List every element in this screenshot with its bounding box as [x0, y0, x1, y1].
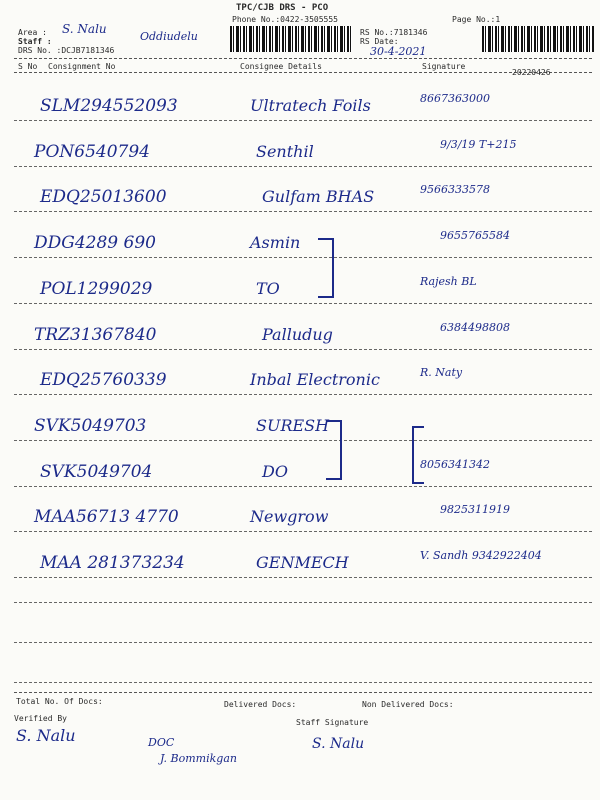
signature-note: Rajesh BL [420, 275, 477, 288]
row-divider [14, 531, 592, 532]
bracket-mark [412, 426, 424, 484]
signature-note: V. Sandh 9342922404 [420, 549, 542, 562]
column-consignment: Consignment No [48, 62, 116, 71]
consignee-name: SURESH [256, 416, 330, 435]
blank-line [14, 682, 592, 683]
consignee-name: Senthil [256, 142, 314, 161]
row-divider [14, 303, 592, 304]
drs-number: DRS No. :DCJB7181346 [18, 46, 115, 55]
row-divider [14, 349, 592, 350]
delivered-docs-label: Delivered Docs: [224, 700, 297, 709]
consignment-number: TRZ31367840 [34, 325, 157, 345]
print-stamp: 20220426 [512, 68, 551, 77]
row-divider [14, 440, 592, 441]
row-divider [14, 486, 592, 487]
rs-date-handwritten: 30-4-2021 [370, 45, 427, 58]
consignment-number: DDG4289 690 [34, 233, 156, 253]
consignment-number: EDQ25013600 [40, 187, 167, 207]
row-divider [14, 166, 592, 167]
phone-number: Phone No.:0422-3505555 [232, 15, 338, 24]
blank-line [14, 602, 592, 603]
column-signature: Signature [422, 62, 466, 71]
rs-number: RS No.:7181346 [360, 28, 428, 37]
page-number: Page No.:1 [452, 15, 501, 24]
verified-by-label: Verified By [14, 714, 67, 723]
signature-note: R. Naty [420, 366, 463, 379]
consignment-number: POL1299029 [40, 279, 153, 299]
column-sno: S No [18, 62, 38, 71]
consignee-name: Asmin [250, 233, 301, 252]
column-consignee: Consignee Details [240, 62, 322, 71]
non-delivered-docs-label: Non Delivered Docs: [362, 700, 454, 709]
consignment-number: MAA56713 4770 [34, 507, 179, 527]
barcode-left [230, 26, 352, 52]
doc-signature-name: J. Bommikgan [160, 752, 237, 765]
consignee-name: Ultratech Foils [250, 96, 371, 115]
row-divider [14, 211, 592, 212]
column-header-divider [14, 72, 592, 73]
row-divider [14, 257, 592, 258]
signature-note: 9825311919 [440, 503, 510, 516]
signature-note: 6384498808 [440, 321, 510, 334]
blank-line [14, 642, 592, 643]
row-divider [14, 394, 592, 395]
rs-date-label: RS Date: [360, 37, 399, 46]
signature-note: 9566333578 [420, 183, 490, 196]
staff-label: Staff : [18, 37, 52, 46]
consignee-name: Inbal Electronic [250, 370, 380, 389]
consignee-name: Newgrow [250, 507, 329, 526]
consignee-name: Gulfam BHAS [262, 187, 375, 206]
consignee-name: GENMECH [256, 553, 349, 572]
consignment-number: SVK5049703 [34, 416, 147, 436]
header-divider [14, 58, 592, 59]
barcode-right [482, 26, 594, 52]
consignee-name: Palludug [262, 325, 333, 344]
consignment-number: SVK5049704 [40, 462, 153, 482]
area-label: Area : [18, 28, 47, 37]
consignee-name: TO [256, 279, 280, 298]
total-docs-label: Total No. Of Docs: [16, 697, 103, 706]
consignment-number: SLM294552093 [40, 96, 178, 116]
footer-divider [14, 692, 592, 693]
signature-note: 9/3/19 T+215 [440, 138, 517, 151]
bracket-mark [326, 420, 342, 480]
verified-signature: S. Nalu [16, 726, 76, 745]
row-divider [14, 120, 592, 121]
signature-note: 8667363000 [420, 92, 490, 105]
consignment-number: PON6540794 [34, 142, 150, 162]
doc-signature: DOC [148, 736, 175, 749]
bracket-mark [318, 238, 334, 298]
row-divider [14, 577, 592, 578]
consignment-number: MAA 281373234 [40, 553, 185, 573]
signature-note: 9655765584 [440, 229, 510, 242]
staff-handwritten: Oddiudelu [140, 30, 198, 43]
area-handwritten: S. Nalu [62, 22, 107, 36]
consignee-name: DO [262, 462, 288, 481]
page-title: TPC/CJB DRS - PCO [236, 3, 329, 13]
signature-note: 8056341342 [420, 458, 490, 471]
consignment-number: EDQ25760339 [40, 370, 167, 390]
staff-signature: S. Nalu [312, 736, 365, 752]
staff-signature-label: Staff Signature [296, 718, 369, 727]
